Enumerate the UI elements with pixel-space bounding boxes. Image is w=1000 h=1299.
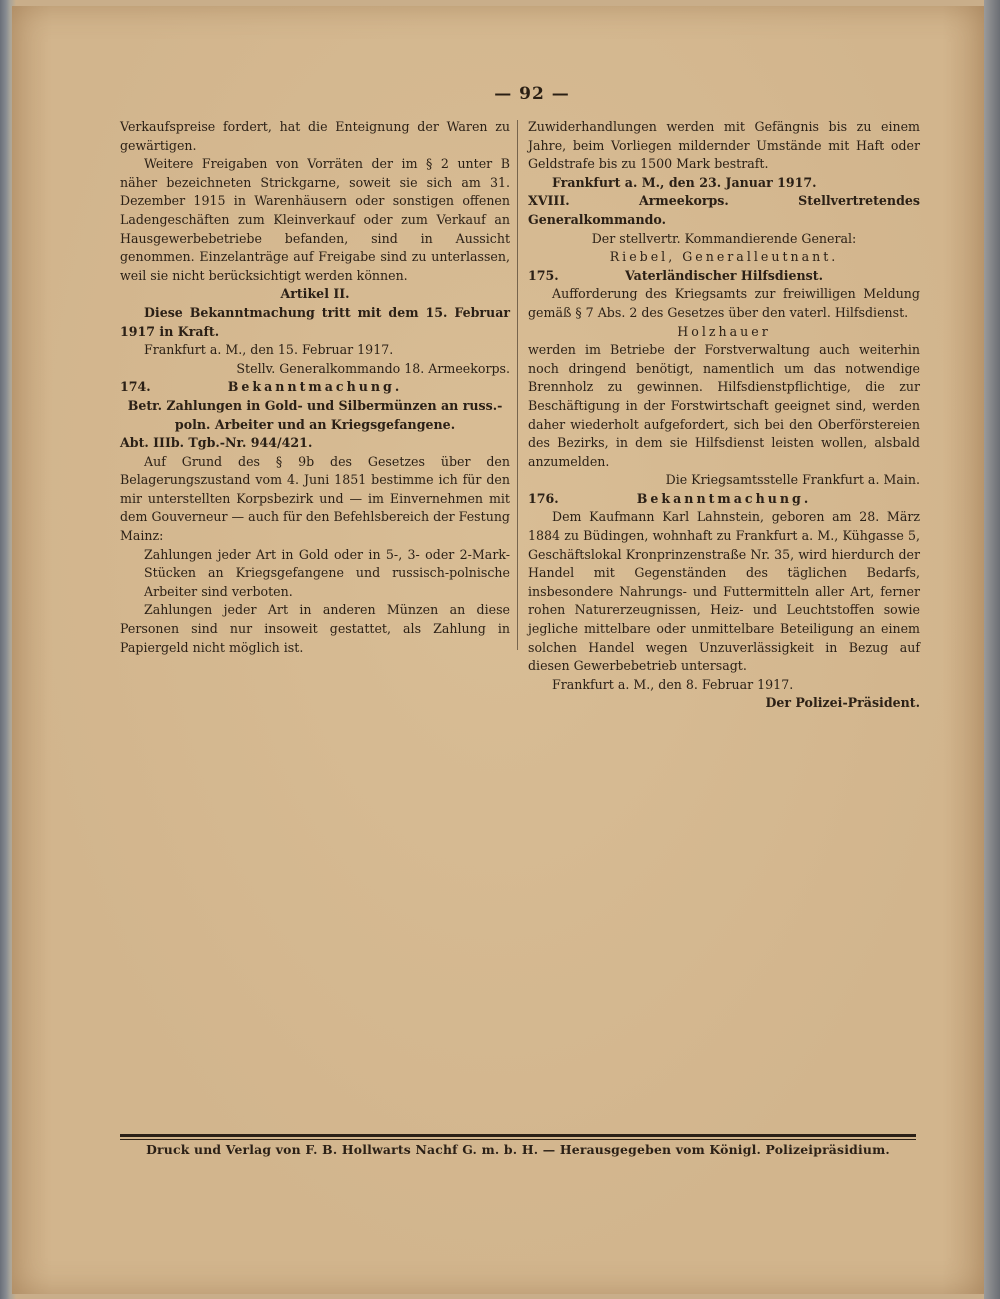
item-subject: Betr. Zahlungen in Gold- und Silbermünzen an russ.-poln. Arbeiter und an Kriegsgefangene. [127, 397, 503, 432]
item-number: 174. [120, 379, 151, 395]
paragraph: Weitere Freigaben von Vorräten der im § 2 unter B näher bezeichneten Strickgarne, soweit sie sich am 31. Dezember 1915 in Warenhäusern oder sonstigen offenen Ladengeschäften zum Kleinverkauf oder zum Verkauf an Hausgewerbebetriebe befanden, sind in Aussicht genommen. Einzelanträge auf Freigabe sind zu unterlassen, weil sie nicht berücksichtigt werden können. [120, 156, 510, 283]
place-date: Frankfurt a. M., den 15. Februar 1917. [144, 342, 394, 358]
book-cover-edge [984, 0, 1000, 1299]
signature: Stellv. Generalkommando 18. Armeekorps. [236, 360, 510, 376]
footer-rule [120, 1134, 916, 1137]
item-reference: Abt. IIIb. Tgb.-Nr. 944/421. [120, 435, 313, 451]
right-column [528, 118, 920, 713]
general-name: Riebel, Generalleutnant. [609, 249, 839, 265]
place-date: Frankfurt a. M., den 8. Februar 1917. [552, 676, 794, 692]
signature: Die Kriegsamtsstelle Frankfurt a. Main. [665, 472, 920, 488]
printer-imprint: Druck und Verlag von F. B. Hollwarts Nachf G. m. b. H. — Herausgegeben vom Königl. Polizeipräsidium. [146, 1142, 890, 1157]
item-title: Bekanntmachung. [636, 490, 812, 506]
item-heading [528, 267, 920, 286]
signature: Der Polizei-Präsident. [765, 695, 920, 711]
paragraph: Verkaufspreise fordert, hat die Enteignung der Waren zu gewärtigen. [120, 119, 510, 153]
item-number: 176. [528, 490, 559, 506]
footer-rule [120, 1139, 916, 1140]
paragraph: Zahlungen jeder Art in anderen Münzen an diese Personen sind nur insoweit gestattet, als Zahlung in Papiergeld nicht möglich ist. [120, 602, 510, 655]
item-number: 175. [528, 267, 559, 283]
paragraph: werden im Betriebe der Forstverwaltung auch weiterhin noch dringend benötigt, namentlich um das notwendige Brennholz zu gewinnen. Hilfsdienstpflichtige, die zur Beschäftigung in der Forstwirtschaft geeignet sind, werden daher wiederholt aufgefordert, sich bei den Oberförstereien des Bezirks, in dem sie Hilfsdienst leisten wollen, alsbald anzumelden. [528, 342, 920, 469]
page-number: — 92 — [494, 84, 570, 104]
paragraph: Zuwiderhandlungen werden mit Gefängnis bis zu einem Jahre, beim Vorliegen mildernder Umstände mit Haft oder Geldstrafe bis zu 1500 Mark bestraft. [528, 119, 920, 172]
left-column [120, 118, 510, 657]
corps-line: XVIII. Armeekorps. Stellvertretendes Generalkommando. [528, 193, 920, 227]
item-title: Vaterländischer Hilfsdienst. [625, 267, 823, 283]
item-heading [120, 378, 510, 397]
subheading: Holzhauer [677, 323, 771, 339]
article-heading: Artikel II. [280, 286, 350, 302]
paragraph: Zahlungen jeder Art in Gold oder in 5-, 3- oder 2-Mark-Stücken an Kriegsgefangene und russisch-polnische Arbeiter sind verboten. [144, 546, 510, 599]
paragraph: Diese Bekanntmachung tritt mit dem 15. Februar 1917 in Kraft. [120, 304, 510, 339]
item-heading [528, 490, 920, 509]
item-title: Bekanntmachung. [227, 379, 403, 395]
general-line: Der stellvertr. Kommandierende General: [591, 230, 857, 246]
paragraph: Dem Kaufmann Karl Lahnstein, geboren am 28. März 1884 zu Büdingen, wohnhaft zu Frankfurt a. M., Kühgasse 5, Geschäftslokal Kronprinzenstraße Nr. 35, wird hierdurch der Handel mit Gegenständen des täglichen Bedarfs, insbesondere Nahrungs- und Futtermitteln aller Art, ferner rohen Naturerzeugnissen, Heiz- und Leuchtstoffen sowie jegliche mittelbare oder unmittelbare Beteiligung an einem solchen Handel wegen Unzuverlässigkeit in Bezug auf diesen Gewerbebetrieb untersagt. [528, 509, 920, 674]
column-divider [517, 120, 518, 650]
place-date: Frankfurt a. M., den 23. Januar 1917. [552, 174, 817, 190]
paragraph: Aufforderung des Kriegsamts zur freiwilligen Meldung gemäß § 7 Abs. 2 des Gesetzes über den vaterl. Hilfsdienst. [528, 286, 920, 320]
paragraph: Auf Grund des § 9b des Gesetzes über den Belagerungszustand vom 4. Juni 1851 bestimme ich für den mir unterstellten Korpsbezirk und — im Einvernehmen mit dem Gouverneur — auch für den Befehlsbereich der Festung Mainz: [120, 453, 510, 544]
